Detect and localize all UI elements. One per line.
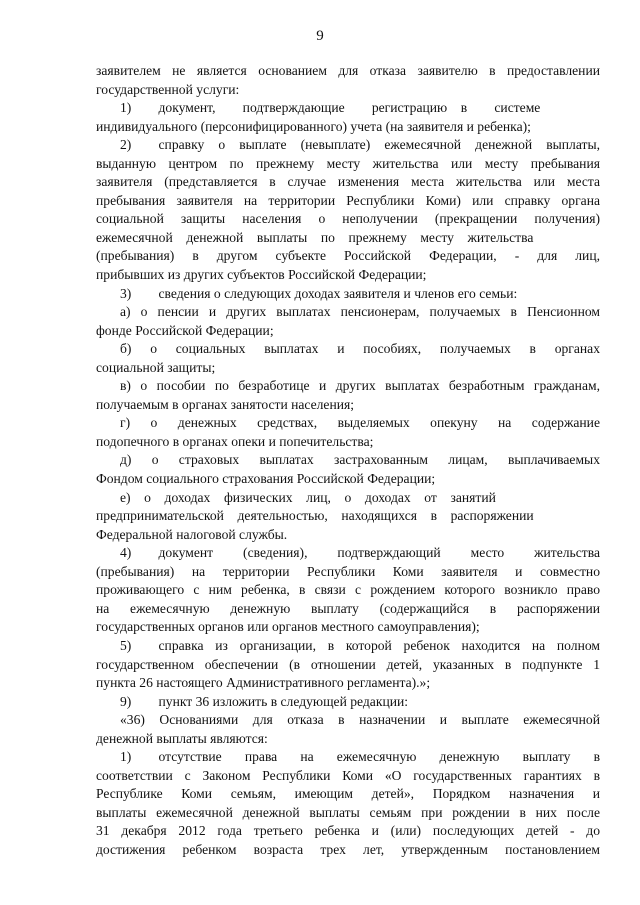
text-line: 2) справку о выплате (невыплате) ежемесячной денежной выплаты, — [120, 137, 600, 153]
text-line: пункта 26 настоящего Административного регламента).»; — [96, 675, 431, 691]
text-line: соответствии с Законом Республики Коми «О государственных гарантиях в — [96, 767, 600, 783]
text-line: 4) документ (сведения), подтверждающий место жительства — [120, 545, 600, 561]
text-line: пребывания заявителя на территории Республики Коми) или справку органа — [96, 192, 600, 208]
text-line: денежной выплаты являются: — [96, 730, 268, 746]
text-line: 1) отсутствие права на ежемесячную денежную выплату в — [120, 749, 600, 765]
text-line: заявителем не является основанием для отказа заявителю в предоставлении — [96, 63, 600, 78]
text-line: г) о денежных средствах, выделяемых опекуну на содержание — [120, 415, 600, 431]
text-line: Федеральной налоговой службы. — [96, 526, 288, 542]
text-line: Республике Коми семьям, имеющим детей», Порядком назначения и — [96, 786, 600, 802]
text-line: «36) Основаниями для отказа в назначении и выплате ежемесячной — [120, 712, 600, 728]
text-line: социальной защиты; — [96, 359, 216, 375]
text-line: 1) документ, подтверждающие регистрацию в системе — [120, 100, 541, 116]
text-line: государственных органов или органов местного самоуправления); — [96, 619, 480, 635]
text-line: в) о пособии по безработице и других выплатах безработным гражданам, — [120, 378, 600, 394]
text-line: на ежемесячную денежную выплату (содержащийся в распоряжении — [96, 600, 600, 616]
text-line: д) о страховых выплатах застрахованным лицам, выплачиваемых — [120, 452, 600, 468]
text-line: (пребывания) на территории Республики Коми заявителя и совместно — [96, 563, 600, 579]
text-line: заявителя (представляется в случае изменения места жительства или места — [96, 174, 600, 190]
text-line: 5) справка из организации, в которой ребенок находится на полном — [120, 637, 600, 653]
text-line: Фондом социального страхования Российской Федерации; — [96, 471, 436, 487]
text-line: государственной услуги: — [96, 81, 240, 97]
text-line: ежемесячной денежной выплаты по прежнему месту жительства — [96, 229, 534, 245]
text-line: прибывших из других субъектов Российской Федерации; — [96, 267, 427, 283]
text-line: а) о пенсии и других выплатах пенсионерам, получаемых в Пенсионном — [120, 304, 600, 320]
text-line: достижения ребенком возраста трех лет, утвержденным постановлением — [96, 841, 600, 857]
text-line: подопечного в органах опеки и попечительства; — [96, 433, 374, 449]
page-number: 9 — [316, 28, 324, 44]
text-line: 9) пункт 36 изложить в следующей редакции: — [120, 693, 409, 709]
text-line: б) о социальных выплатах и пособиях, получаемых в органах — [120, 341, 600, 357]
text-line: 31 декабря 2012 года третьего ребенка и (или) последующих детей - до — [96, 823, 600, 839]
text-line: (пребывания) в другом субъекте Российской Федерации, - для лиц, — [96, 248, 600, 264]
text-line: проживающего с ним ребенка, в связи с рождением которого возникло право — [96, 582, 600, 598]
text-line: выданную центром по прежнему месту жительства или месту пребывания — [96, 155, 600, 171]
text-line: е) о доходах физических лиц, о доходах от занятий — [120, 489, 496, 505]
text-line: получаемым в органах занятости населения; — [96, 396, 355, 412]
text-line: выплаты ежемесячной денежной выплаты семьям при рождении в них после — [96, 804, 600, 820]
text-line: 3) сведения о следующих доходах заявителя и членов его семьи: — [120, 285, 518, 301]
document-body — [96, 62, 600, 860]
text-line: государственном обеспечении (в отношении детей, указанных в подпункте 1 — [96, 656, 600, 672]
text-line: фонде Российской Федерации; — [96, 322, 274, 338]
text-line: индивидуального (персонифицированного) учета (на заявителя и ребенка); — [96, 118, 531, 134]
text-line: предпринимательской деятельностью, находящихся в распоряжении — [96, 508, 534, 524]
text-line: социальной защиты населения о неполучении (прекращении получения) — [96, 211, 600, 227]
